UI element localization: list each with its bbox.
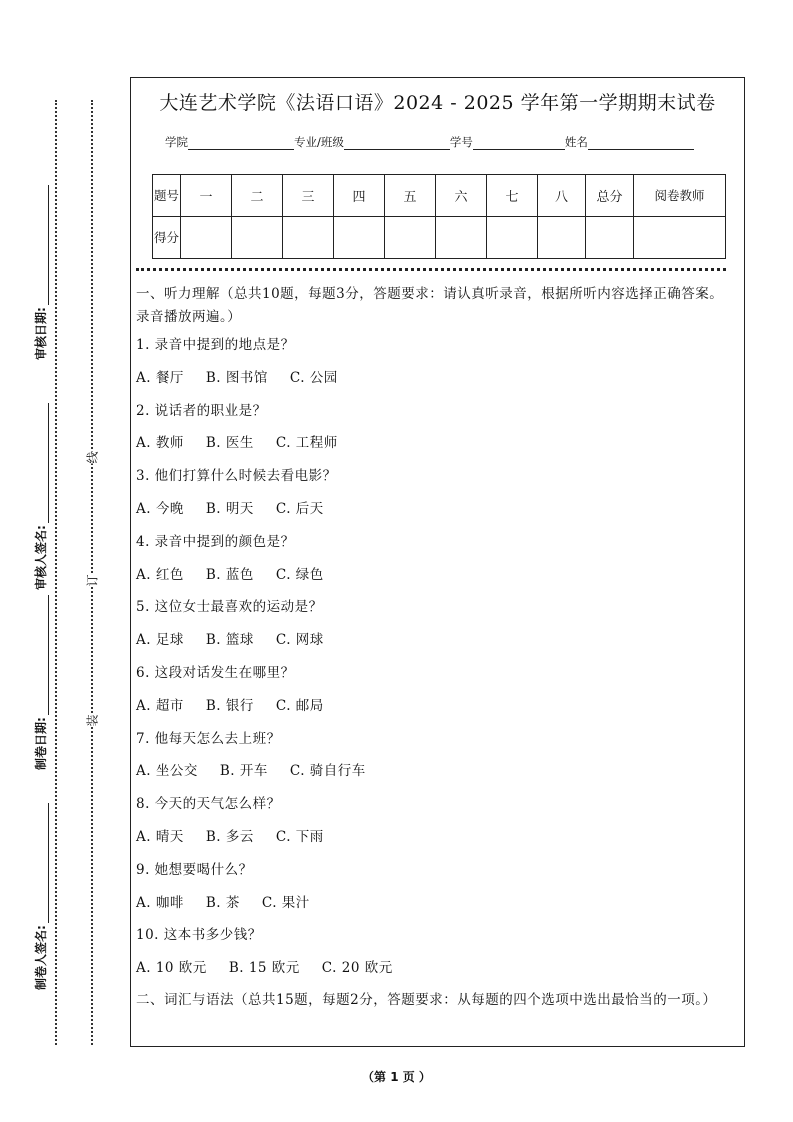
dotted-separator (136, 268, 726, 271)
score-col-6: 六 (436, 175, 487, 217)
option-c[interactable]: C. 网球 (275, 632, 324, 649)
option-b[interactable]: B. 15 欧元 (228, 960, 300, 977)
option-c[interactable]: C. 20 欧元 (321, 960, 393, 977)
reviewer-date-label: 审核日期: (34, 307, 48, 360)
student-id-label: 学号 (449, 135, 473, 149)
question-text: 1. 录音中提到的地点是？ (136, 337, 295, 353)
option-a[interactable]: A. 超市 (136, 697, 184, 714)
option-c[interactable]: C. 绿色 (275, 566, 324, 583)
question-options (136, 690, 736, 723)
section1-heading: 一、听力理解（总共10题，每题3分，答题要求：请认真听录音，根据所听内容选择正确答案。录音播放两遍。） (136, 286, 724, 325)
score-cell[interactable] (487, 217, 538, 259)
option-c[interactable]: C. 工程师 (275, 435, 338, 452)
option-a[interactable]: A. 餐厅 (136, 369, 184, 386)
question-text: 5. 这位女士最喜欢的运动是？ (136, 599, 323, 616)
major-class-label: 专业/班级 (294, 135, 344, 149)
option-b[interactable]: B. 开车 (219, 763, 268, 780)
question-options (136, 362, 736, 395)
page-number: （第 1 页 ） (362, 1070, 431, 1084)
college-label: 学院 (165, 135, 188, 149)
question-text: 8. 今天的天气怎么样？ (136, 796, 281, 813)
question-options (136, 624, 736, 657)
option-b[interactable]: B. 明天 (205, 500, 254, 517)
score-col-2: 二 (232, 175, 283, 217)
reviewer-sign-label: 审核人签名: (34, 525, 48, 590)
question-options (136, 952, 736, 985)
question-text: 2. 说话者的职业是？ (136, 402, 267, 419)
option-b[interactable]: B. 银行 (205, 697, 254, 714)
student-id-blank[interactable] (473, 137, 565, 150)
option-a[interactable]: A. 红色 (136, 566, 184, 583)
maker-date-field (32, 595, 49, 770)
option-a[interactable]: A. 10 欧元 (136, 960, 207, 977)
option-c[interactable]: C. 果汁 (261, 894, 310, 911)
score-col-5: 五 (385, 175, 436, 217)
student-info-row (165, 134, 694, 150)
question-text: 4. 录音中提到的颜色是？ (136, 533, 295, 550)
reviewer-date-field (32, 185, 49, 360)
option-a[interactable]: A. 晴天 (136, 828, 184, 845)
option-a[interactable]: A. 今晚 (136, 500, 184, 517)
reviewer-sign-field (32, 403, 49, 590)
exam-paper (130, 77, 745, 1047)
name-label: 姓名 (564, 135, 588, 149)
exam-title: 大连艺术学院《法语口语》2024 - 2025 学年第一学期期末试卷 (159, 92, 716, 114)
reviewer-sign-blank[interactable] (36, 403, 49, 523)
grader-cell[interactable] (634, 217, 726, 259)
question-options (136, 821, 736, 854)
cut-line-char-zhuang: 装 (82, 714, 103, 726)
question-options (136, 755, 736, 788)
score-cell[interactable] (334, 217, 385, 259)
option-c[interactable]: C. 后天 (275, 500, 324, 517)
reviewer-date-blank[interactable] (36, 185, 49, 305)
score-col-3: 三 (283, 175, 334, 217)
score-col-4: 四 (334, 175, 385, 217)
binding-dotted-line-inner (91, 100, 93, 1045)
score-cell[interactable] (538, 217, 586, 259)
score-cell[interactable] (436, 217, 487, 259)
score-table (152, 174, 726, 259)
major-class-blank[interactable] (344, 137, 450, 150)
total-score-cell[interactable] (586, 217, 634, 259)
question-options (136, 493, 736, 526)
option-c[interactable]: C. 下雨 (275, 828, 324, 845)
exam-content (136, 283, 736, 1011)
cut-line-char-xian: 线 (82, 451, 103, 463)
score-col-7: 七 (487, 175, 538, 217)
question-text: 6. 这段对话发生在哪里？ (136, 664, 295, 681)
question-options (136, 559, 736, 592)
option-c[interactable]: C. 骑自行车 (289, 763, 366, 780)
score-col-1: 一 (181, 175, 232, 217)
option-b[interactable]: B. 多云 (205, 828, 254, 845)
cut-line-char-ding: 订 (82, 574, 103, 586)
option-b[interactable]: B. 蓝色 (205, 566, 254, 583)
option-b[interactable]: B. 图书馆 (205, 369, 268, 386)
maker-sign-label: 制卷人签名: (34, 925, 48, 990)
option-a[interactable]: A. 教师 (136, 435, 184, 452)
score-cell[interactable] (232, 217, 283, 259)
question-text: 10. 这本书多少钱？ (136, 927, 262, 944)
binding-margin (0, 0, 125, 1122)
binding-dotted-line-outer (55, 100, 57, 1045)
section2-heading: 二、词汇与语法（总共15题，每题2分，答题要求：从每题的四个选项中选出最恰当的一项。） (136, 991, 717, 1008)
option-b[interactable]: B. 茶 (205, 894, 240, 911)
maker-sign-blank[interactable] (36, 803, 49, 923)
option-a[interactable]: A. 坐公交 (136, 763, 198, 780)
question-options (136, 427, 736, 460)
score-cell[interactable] (385, 217, 436, 259)
score-col-8: 八 (538, 175, 586, 217)
score-header-row (153, 175, 726, 217)
option-b[interactable]: B. 医生 (205, 435, 254, 452)
question-text: 9. 她想要喝什么？ (136, 861, 253, 878)
option-c[interactable]: C. 公园 (289, 369, 338, 386)
question-text: 3. 他们打算什么时候去看电影？ (136, 468, 337, 485)
maker-sign-field (32, 803, 49, 990)
question-options (136, 887, 736, 920)
grader-label: 阅卷教师 (634, 175, 726, 217)
option-b[interactable]: B. 篮球 (205, 632, 254, 649)
question-list (136, 329, 736, 985)
option-a[interactable]: A. 足球 (136, 632, 184, 649)
score-row-label: 得分 (153, 217, 181, 259)
maker-date-label: 制卷日期: (34, 717, 48, 770)
total-score-label: 总分 (586, 175, 634, 217)
score-value-row (153, 217, 726, 259)
college-blank[interactable] (188, 137, 294, 150)
option-c[interactable]: C. 邮局 (275, 697, 324, 714)
option-a[interactable]: A. 咖啡 (136, 894, 184, 911)
question-text: 7. 他每天怎么去上班？ (136, 730, 281, 747)
question-number-label: 题号 (153, 175, 181, 217)
score-cell[interactable] (181, 217, 232, 259)
name-blank[interactable] (588, 137, 694, 150)
maker-date-blank[interactable] (36, 595, 49, 715)
score-cell[interactable] (283, 217, 334, 259)
